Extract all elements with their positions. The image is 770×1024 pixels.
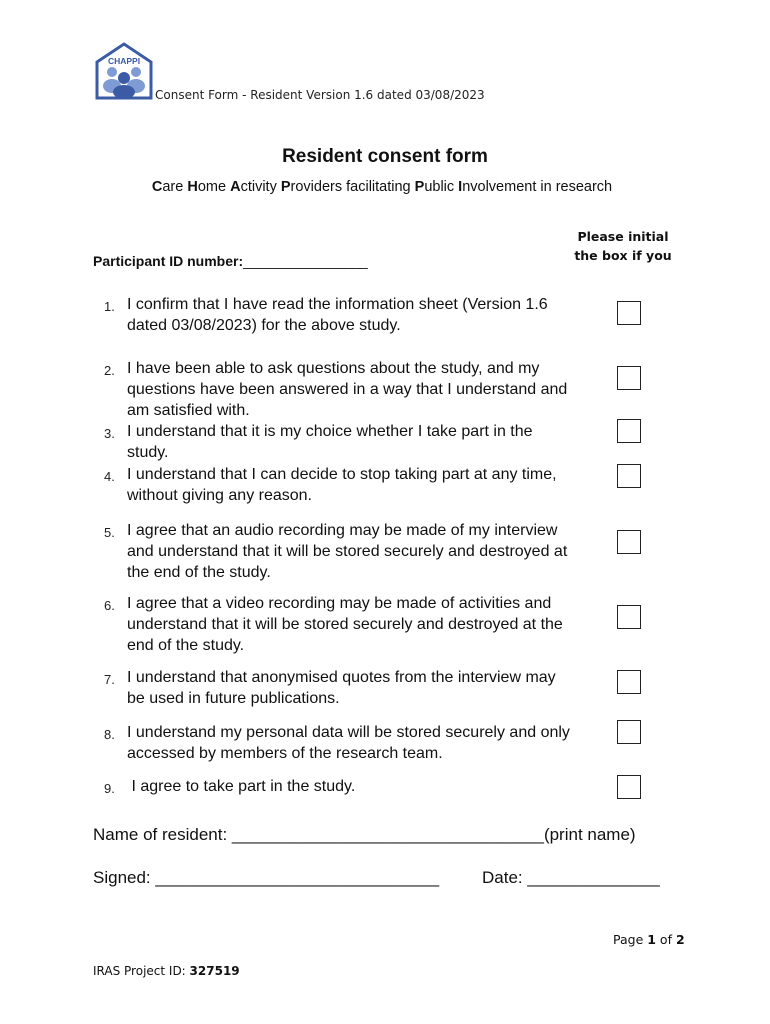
participant-id-blank[interactable]: ________________ <box>243 253 368 269</box>
consent-statement <box>104 593 577 656</box>
initial-checkbox[interactable] <box>617 301 641 325</box>
subtitle-word: ome <box>197 179 231 195</box>
initial-checkbox[interactable] <box>617 605 641 629</box>
initial-checkbox[interactable] <box>617 670 641 694</box>
subtitle-word: roviders facilitating <box>290 179 415 195</box>
subtitle-word: are <box>162 179 188 195</box>
consent-statement <box>104 421 577 463</box>
initial-checkbox[interactable] <box>617 419 641 443</box>
statement-number: 9. <box>104 781 115 796</box>
date-line[interactable] <box>482 868 660 888</box>
initial-checkbox[interactable] <box>617 464 641 488</box>
statement-text: I agree that an audio recording may be made of my interview and understand that it will be stored securely and destroyed at the end of the study. <box>127 522 568 581</box>
document-version-line: Consent Form - Resident Version 1.6 dated 03/08/2023 <box>155 88 485 102</box>
statement-text: I have been able to ask questions about the study, and my questions have been answered in a way that I understand and am satisfied with. <box>127 360 568 419</box>
subtitle-word: ublic <box>424 179 459 195</box>
initial-checkbox[interactable] <box>617 775 641 799</box>
consent-statement <box>104 520 577 583</box>
statement-text: I understand that I can decide to stop taking part at any time, without giving any reason. <box>127 466 557 504</box>
subtitle-initial: C <box>151 179 163 195</box>
statement-number: 8. <box>104 727 115 742</box>
subtitle-initial: I <box>458 179 463 195</box>
signed-label: Signed: <box>93 868 151 887</box>
logo-text: CHAPPI <box>107 56 141 66</box>
print-name-hint: (print name) <box>543 825 636 844</box>
statement-text: I agree to take part in the study. <box>127 778 356 795</box>
initial-checkbox[interactable] <box>617 530 641 554</box>
participant-id-field[interactable] <box>93 253 368 269</box>
statement-number: 1. <box>104 299 115 314</box>
date-label: Date: <box>482 868 523 887</box>
consent-statement <box>104 294 582 336</box>
subtitle-initial: H <box>187 179 198 195</box>
subtitle-initial: P <box>280 179 291 195</box>
statement-text: I confirm that I have read the information sheet (Version 1.6 dated 03/08/2023) for the above study. <box>127 296 548 334</box>
consent-statement <box>104 358 577 421</box>
page-total: 2 <box>675 932 685 947</box>
initial-box-heading <box>570 227 676 265</box>
statement-number: 7. <box>104 672 115 687</box>
page-of: of <box>655 932 676 947</box>
resident-name-label: Name of resident: <box>93 825 228 844</box>
statement-number: 6. <box>104 598 115 613</box>
signed-blank[interactable]: ______________________________ <box>155 868 440 887</box>
statement-number: 5. <box>104 525 115 540</box>
statement-text: I agree that a video recording may be made of activities and understand that it will be stored securely and destroyed at the end of the study. <box>127 595 563 654</box>
subtitle-word: nvolvement in research <box>462 179 613 195</box>
page-prefix: Page <box>613 932 648 947</box>
date-blank[interactable]: ______________ <box>527 868 660 887</box>
statement-number: 4. <box>104 469 115 484</box>
iras-project-id <box>93 964 240 978</box>
initial-checkbox[interactable] <box>617 366 641 390</box>
consent-statement <box>104 722 577 764</box>
initial-checkbox[interactable] <box>617 720 641 744</box>
statement-number: 2. <box>104 363 115 378</box>
statement-number: 3. <box>104 426 115 441</box>
form-title: Resident consent form <box>282 146 488 167</box>
participant-id-label: Participant ID number: <box>93 253 244 269</box>
subtitle-initial: A <box>230 179 241 195</box>
chappi-logo <box>94 42 154 100</box>
resident-name-line[interactable] <box>93 825 636 845</box>
initial-heading-line: the box if you <box>574 248 672 263</box>
subtitle-initial: P <box>414 179 425 195</box>
consent-statement <box>104 464 577 506</box>
initial-heading-line: Please initial <box>577 229 669 244</box>
statement-text: I understand that it is my choice whether I take part in the study. <box>127 423 533 461</box>
page-current: 1 <box>647 932 656 947</box>
statement-text: I understand my personal data will be stored securely and only accessed by members of the research team. <box>127 724 570 762</box>
study-subtitle <box>0 179 764 195</box>
iras-label: IRAS Project ID: <box>93 964 190 978</box>
resident-name-blank[interactable]: _________________________________ <box>231 825 544 844</box>
statement-text: I understand that anonymised quotes from the interview may be used in future publications. <box>127 669 556 707</box>
consent-statement <box>104 776 577 799</box>
subtitle-word: ctivity <box>240 179 281 195</box>
page-number <box>613 932 685 947</box>
signed-line[interactable] <box>93 868 439 888</box>
iras-value: 327519 <box>189 964 240 978</box>
consent-statement <box>104 667 577 709</box>
